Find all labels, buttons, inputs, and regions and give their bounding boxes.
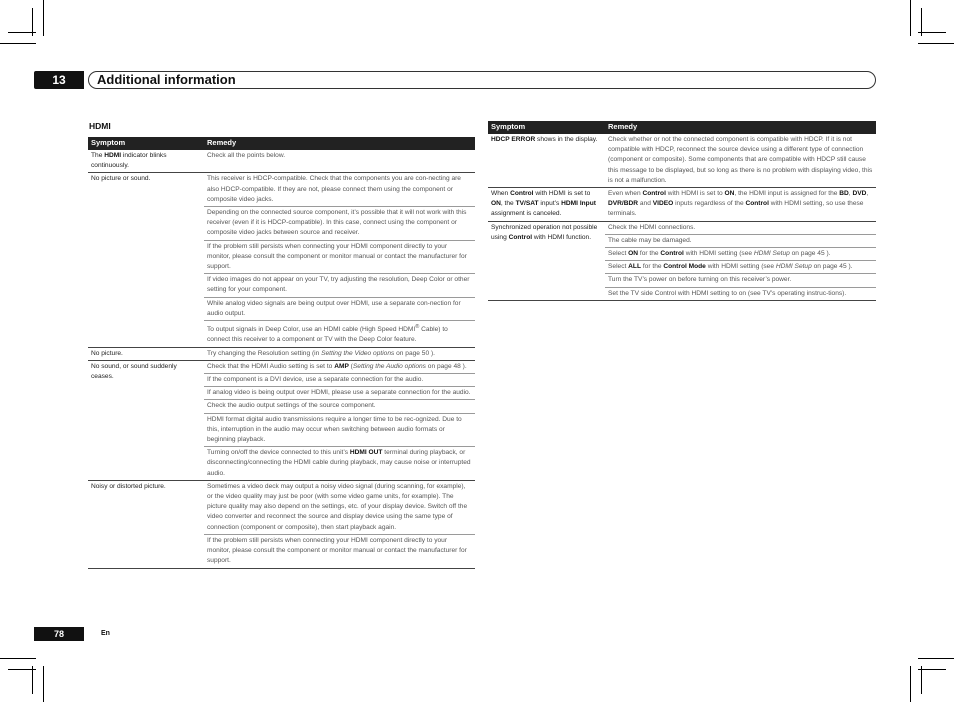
remedy-header: Remedy bbox=[605, 121, 876, 134]
remedy-cell: Select ON for the Control with HDMI setting (see HDMI Setup on page 45 ). bbox=[605, 248, 876, 261]
table-row bbox=[88, 360, 475, 373]
remedy-cell: Turning on/off the device connected to this unit’s HDMI OUT terminal during playback, or disconnecting/connecting the HDMI cable during playback, may cause noise or interrupted audio. bbox=[204, 447, 475, 481]
remedy-cell: Sometimes a video deck may output a noisy video signal (during scanning, for example), or the video quality may just be poor (with some video game units, for example). The picture quality may also depend on the settings, etc. of your display device. Switch off the video converter and reconnect the source and display device using the same type of connection (component or composite), then start playback again. bbox=[204, 480, 475, 534]
remedy-cell: HDMI format digital audio transmissions require a longer time to be rec-ognized. Due to this, interruption in the audio may occur when switching between audio formats or beginning playback. bbox=[204, 413, 475, 447]
table-row bbox=[488, 188, 876, 222]
crop-mark bbox=[910, 666, 911, 702]
remedy-cell: If video images do not appear on your TV, try adjusting the resolution, Deep Color or other setting for your component. bbox=[204, 274, 475, 297]
symptom-cell: When Control with HDMI is set to ON, the TV/SAT input’s HDMI Input assignment is canceled. bbox=[488, 188, 605, 222]
remedy-cell: Turn the TV’s power on before turning on this receiver’s power. bbox=[605, 274, 876, 287]
remedy-cell: If the problem still persists when connecting your HDMI component directly to your monitor, please consult the component or monitor manual or contact the manufacturer for support. bbox=[204, 240, 475, 274]
remedy-cell: Try changing the Resolution setting (in Setting the Video options on page 50 ). bbox=[204, 347, 475, 360]
crop-mark bbox=[921, 666, 922, 694]
table-row bbox=[88, 173, 475, 207]
table-row bbox=[88, 150, 475, 173]
remedy-cell: Set the TV side Control with HDMI setting to on (see TV’s operating instruc-tions). bbox=[605, 287, 876, 300]
crop-mark bbox=[8, 669, 36, 670]
remedy-cell: Check whether or not the connected component is compatible with HDCP. If it is not compatible with HDCP, reconnect the source device using a different type of connection (component or composite). Some components that are compatible with HDCP still cause this message to be displayed, but so long as there is no problem with displaying video, this is not a malfunction. bbox=[605, 134, 876, 188]
remedy-cell: If the component is a DVI device, use a separate connection for the audio. bbox=[204, 374, 475, 387]
chapter-title: Additional information bbox=[97, 72, 236, 87]
section-title: HDMI bbox=[89, 121, 111, 131]
crop-mark bbox=[8, 32, 36, 33]
remedy-cell: Check the audio output settings of the source component. bbox=[204, 400, 475, 413]
remedy-cell: If the problem still persists when connecting your HDMI component directly to your monitor, please consult the component or monitor manual or contact the manufacturer for support. bbox=[204, 534, 475, 568]
crop-mark bbox=[0, 43, 36, 44]
crop-mark bbox=[43, 0, 44, 36]
symptom-cell: No sound, or sound suddenly ceases. bbox=[88, 360, 204, 480]
crop-mark bbox=[918, 658, 954, 659]
language-code: En bbox=[101, 630, 110, 637]
remedy-cell: Check that the HDMI Audio setting is set to AMP (Setting the Audio options on page 48 ). bbox=[204, 360, 475, 373]
symptom-header: Symptom bbox=[88, 137, 204, 150]
remedy-cell: Select ALL for the Control Mode with HDMI setting (see HDMI Setup on page 45 ). bbox=[605, 261, 876, 274]
table-row bbox=[88, 480, 475, 534]
table-row bbox=[88, 347, 475, 360]
hdmi-troubleshooting-table-right bbox=[488, 121, 876, 301]
crop-mark bbox=[32, 666, 33, 694]
symptom-cell: HDCP ERROR shows in the display. bbox=[488, 134, 605, 188]
table-row bbox=[488, 221, 876, 234]
symptom-cell: Noisy or distorted picture. bbox=[88, 480, 204, 568]
crop-mark bbox=[918, 43, 954, 44]
table-row bbox=[488, 134, 876, 188]
chapter-number: 13 bbox=[34, 71, 84, 89]
symptom-cell: No picture. bbox=[88, 347, 204, 360]
crop-mark bbox=[0, 658, 36, 659]
crop-mark bbox=[43, 666, 44, 702]
remedy-cell: Even when Control with HDMI is set to ON, the HDMI input is assigned for the BD, DVD, DVR/BDR and VIDEO inputs regardless of the Control with HDMI setting, so use these terminals. bbox=[605, 188, 876, 222]
crop-mark bbox=[910, 0, 911, 36]
remedy-cell: Check the HDMI connections. bbox=[605, 221, 876, 234]
remedy-cell: This receiver is HDCP-compatible. Check that the components you are con-necting are also HDCP-compatible. If they are not, please connect them using the component or composite video jacks. bbox=[204, 173, 475, 207]
remedy-cell: The cable may be damaged. bbox=[605, 234, 876, 247]
symptom-cell: The HDMI indicator blinks continuously. bbox=[88, 150, 204, 173]
remedy-cell: Check all the points below. bbox=[204, 150, 475, 173]
crop-mark bbox=[918, 669, 946, 670]
crop-mark bbox=[918, 32, 946, 33]
symptom-cell: No picture or sound. bbox=[88, 173, 204, 347]
remedy-cell: While analog video signals are being output over HDMI, use a separate con-nection for audio output. bbox=[204, 297, 475, 320]
remedy-cell: To output signals in Deep Color, use an HDMI cable (High Speed HDMI® Cable) to connect this receiver to a component or TV with the Deep Color feature. bbox=[204, 321, 475, 348]
symptom-cell: Synchronized operation not possible using Control with HDMI function. bbox=[488, 221, 605, 300]
hdmi-troubleshooting-table-left bbox=[88, 137, 475, 569]
remedy-cell: If analog video is being output over HDMI, please use a separate connection for the audio. bbox=[204, 387, 475, 400]
remedy-header: Remedy bbox=[204, 137, 475, 150]
symptom-header: Symptom bbox=[488, 121, 605, 134]
page-number: 78 bbox=[34, 627, 84, 641]
remedy-cell: Depending on the connected source component, it’s possible that it will not work with this receiver (even if it is HDCP-compatible). In this case, connect using the component or composite video jacks between source and receiver. bbox=[204, 207, 475, 241]
